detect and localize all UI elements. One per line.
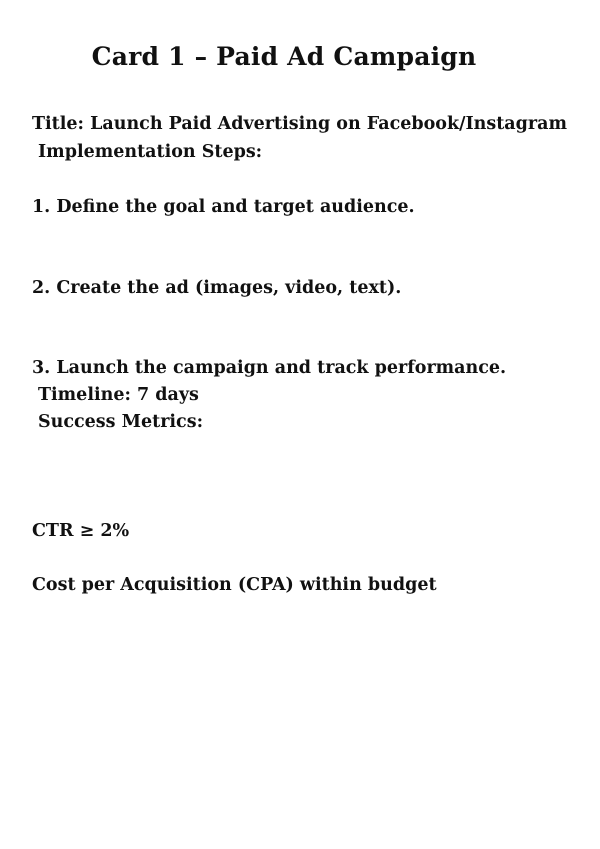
implementation-steps-label: Implementation Steps:: [38, 142, 263, 162]
timeline-line: Timeline: 7 days: [38, 385, 199, 405]
card-title-line: Title: Launch Paid Advertising on Facebook/Instagram: [32, 114, 567, 134]
step-item-1: 1. Define the goal and target audience.: [32, 197, 415, 217]
metric-item-cpa: Cost per Acquisition (CPA) within budget: [32, 575, 437, 595]
metric-item-ctr: CTR ≥ 2%: [32, 521, 130, 541]
step-item-2: 2. Create the ad (images, video, text).: [32, 278, 402, 298]
step-item-3: 3. Launch the campaign and track performance.: [32, 358, 507, 378]
success-metrics-label: Success Metrics:: [38, 412, 204, 432]
page-title: Card 1 – Paid Ad Campaign: [91, 42, 477, 71]
